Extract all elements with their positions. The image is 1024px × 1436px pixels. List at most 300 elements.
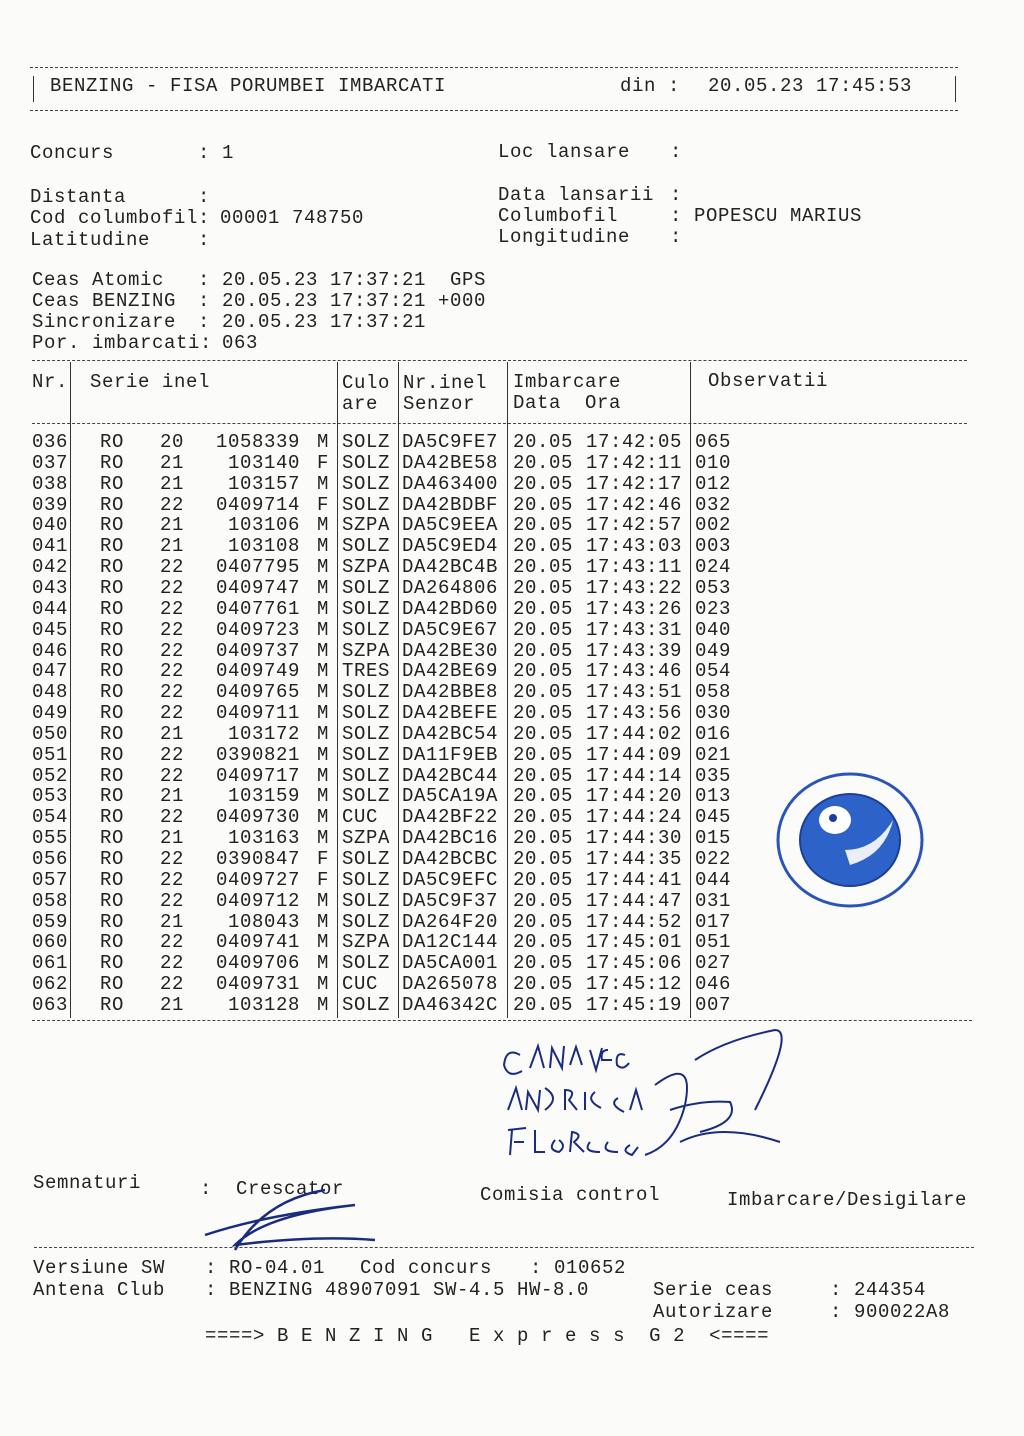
table-row: [0, 828, 760, 848]
row-observatii: 003: [695, 535, 732, 558]
row-year: 22: [160, 639, 185, 662]
row-country: RO: [100, 806, 125, 829]
row-date: 20.05: [513, 639, 574, 662]
row-year: 22: [160, 618, 185, 641]
table-row: [0, 745, 760, 765]
ceas-atomic-label: Ceas Atomic: [32, 269, 165, 291]
row-sex: M: [317, 806, 330, 829]
row-year: 21: [160, 910, 185, 933]
row-observatii: 032: [695, 493, 732, 516]
row-time: 17:43:56: [586, 702, 683, 725]
row-ring: 0390847: [215, 848, 300, 870]
table-row: [0, 557, 760, 577]
row-time: 17:44:35: [586, 848, 683, 870]
row-nr: 046: [32, 639, 69, 662]
row-sensor: DA42BD60: [402, 597, 499, 620]
row-color: SZPA: [342, 514, 391, 537]
sincronizare-value: : 20.05.23 17:37:21: [198, 311, 427, 333]
row-observatii: 040: [695, 618, 732, 641]
row-country: RO: [100, 472, 125, 495]
row-observatii: 027: [695, 952, 732, 975]
row-country: RO: [100, 722, 125, 745]
row-sensor: DA5C9F37: [402, 889, 499, 912]
row-observatii: 021: [695, 743, 732, 766]
row-year: 21: [160, 827, 185, 850]
row-sex: M: [317, 722, 330, 745]
table-row: [0, 870, 760, 890]
table-row: [0, 891, 760, 911]
row-country: RO: [100, 827, 125, 850]
row-nr: 060: [32, 931, 69, 954]
row-date: 20.05: [513, 785, 574, 808]
row-color: SOLZ: [342, 618, 391, 641]
data-lansarii-value: :: [670, 184, 683, 206]
row-country: RO: [100, 535, 125, 558]
row-time: 17:45:01: [586, 931, 683, 954]
row-color: SOLZ: [342, 743, 391, 766]
row-year: 22: [160, 868, 185, 891]
row-time: 17:45:06: [586, 952, 683, 975]
table-row: [0, 953, 760, 973]
row-ring: 0409737: [215, 639, 300, 662]
row-time: 17:42:57: [586, 514, 683, 537]
distanta-label: Distanta: [30, 186, 127, 208]
row-nr: 048: [32, 681, 69, 704]
table-row: [0, 453, 760, 473]
table-row: [0, 786, 760, 806]
row-sensor: DA42BCBC: [402, 848, 499, 870]
versiune-label: Versiune SW: [33, 1257, 166, 1279]
table-row: [0, 641, 760, 661]
row-color: SZPA: [342, 639, 391, 662]
row-sex: F: [317, 451, 330, 474]
antena-value: : BENZING 48907091 SW-4.5 HW-8.0: [205, 1279, 590, 1301]
row-sensor: DA42BE69: [402, 660, 499, 683]
row-sensor: DA42BE30: [402, 639, 499, 662]
row-country: RO: [100, 910, 125, 933]
por-imbarcati-label: Por. imbarcati:: [32, 332, 213, 354]
row-nr: 051: [32, 743, 69, 766]
row-country: RO: [100, 952, 125, 975]
table-row: [0, 703, 760, 723]
row-sensor: DA5C9EEA: [402, 514, 499, 537]
row-sensor: DA5C9E67: [402, 618, 499, 641]
row-ring: 0409723: [215, 618, 300, 641]
autorizare-value: : 900022A8: [830, 1301, 951, 1323]
table-row: [0, 578, 760, 598]
row-year: 22: [160, 681, 185, 704]
row-sensor: DA265078: [402, 973, 499, 996]
row-ring: 0409749: [215, 660, 300, 683]
row-country: RO: [100, 618, 125, 641]
row-color: SOLZ: [342, 681, 391, 704]
row-ring: 0409727: [215, 868, 300, 891]
table-row: [0, 599, 760, 619]
table-row: [0, 620, 760, 640]
por-imbarcati-value: 063: [222, 332, 259, 354]
row-time: 17:43:31: [586, 618, 683, 641]
row-observatii: 054: [695, 660, 732, 683]
row-sex: M: [317, 639, 330, 662]
row-ring: 0409747: [215, 576, 300, 599]
row-sex: M: [317, 889, 330, 912]
row-date: 20.05: [513, 556, 574, 579]
row-nr: 036: [32, 431, 69, 453]
cod-concurs-value: : 010652: [530, 1257, 627, 1279]
row-color: TRES: [342, 660, 391, 683]
row-nr: 041: [32, 535, 69, 558]
row-country: RO: [100, 660, 125, 683]
row-time: 17:43:26: [586, 597, 683, 620]
latitudine-label: Latitudine: [30, 229, 151, 251]
row-ring: 0407761: [215, 597, 300, 620]
breeder-signature: [195, 1180, 415, 1260]
row-ring: 0409706: [215, 952, 300, 975]
row-color: SOLZ: [342, 910, 391, 933]
row-sensor: DA42BC44: [402, 764, 499, 787]
longitudine-value: :: [670, 226, 683, 248]
row-observatii: 058: [695, 681, 732, 704]
row-nr: 056: [32, 848, 69, 870]
row-ring: 0409714: [215, 493, 300, 516]
header-left-bar: [33, 76, 34, 102]
table-row: [0, 661, 760, 681]
row-country: RO: [100, 681, 125, 704]
row-country: RO: [100, 993, 125, 1016]
row-country: RO: [100, 431, 125, 453]
row-time: 17:44:24: [586, 806, 683, 829]
row-year: 22: [160, 889, 185, 912]
row-ring: 0407795: [215, 556, 300, 579]
row-country: RO: [100, 514, 125, 537]
row-sex: M: [317, 472, 330, 495]
header-right-bar: [955, 76, 956, 102]
row-sensor: DA42BC16: [402, 827, 499, 850]
row-time: 17:43:03: [586, 535, 683, 558]
row-sensor: DA11F9EB: [402, 743, 499, 766]
row-year: 21: [160, 451, 185, 474]
row-date: 20.05: [513, 431, 574, 453]
table-row: [0, 849, 760, 869]
row-color: SOLZ: [342, 472, 391, 495]
row-date: 20.05: [513, 973, 574, 996]
row-time: 17:43:11: [586, 556, 683, 579]
row-year: 21: [160, 472, 185, 495]
club-stamp: [775, 770, 925, 910]
row-ring: 103140: [227, 451, 300, 474]
date-label: din :: [620, 75, 681, 97]
ceas-benzing-label: Ceas BENZING: [32, 290, 177, 312]
row-time: 17:45:19: [586, 993, 683, 1016]
row-observatii: 051: [695, 931, 732, 954]
row-sex: M: [317, 993, 330, 1016]
row-year: 22: [160, 973, 185, 996]
loc-lansare-label: Loc lansare: [498, 141, 631, 163]
row-time: 17:42:05: [586, 431, 683, 453]
row-date: 20.05: [513, 576, 574, 599]
header-top-border: [30, 67, 958, 68]
row-date: 20.05: [513, 952, 574, 975]
row-observatii: 023: [695, 597, 732, 620]
row-time: 17:44:30: [586, 827, 683, 850]
row-date: 20.05: [513, 764, 574, 787]
row-nr: 042: [32, 556, 69, 579]
row-date: 20.05: [513, 806, 574, 829]
row-ring: 108043: [227, 910, 300, 933]
row-color: SOLZ: [342, 848, 391, 870]
benzing-express-banner: ====> B E N Z I N G E x p r e s s G 2 <====: [205, 1325, 770, 1347]
row-sex: M: [317, 973, 330, 996]
row-sensor: DA42BBE8: [402, 681, 499, 704]
row-observatii: 031: [695, 889, 732, 912]
row-year: 22: [160, 806, 185, 829]
row-date: 20.05: [513, 848, 574, 870]
row-time: 17:44:02: [586, 722, 683, 745]
row-nr: 057: [32, 868, 69, 891]
row-observatii: 045: [695, 806, 732, 829]
row-year: 22: [160, 848, 185, 870]
row-sex: M: [317, 764, 330, 787]
row-year: 22: [160, 597, 185, 620]
row-nr: 039: [32, 493, 69, 516]
row-sensor: DA42BC4B: [402, 556, 499, 579]
concurs-label: Concurs: [30, 142, 115, 164]
row-color: SOLZ: [342, 785, 391, 808]
row-observatii: 053: [695, 576, 732, 599]
table-row: [0, 515, 760, 535]
row-color: SZPA: [342, 556, 391, 579]
cod-columbofil-value: 00001 748750: [220, 207, 365, 229]
row-nr: 052: [32, 764, 69, 787]
table-row: [0, 766, 760, 786]
row-sex: M: [317, 535, 330, 558]
row-date: 20.05: [513, 493, 574, 516]
row-observatii: 044: [695, 868, 732, 891]
header-serie-inel: Serie inel: [90, 371, 211, 393]
row-color: SOLZ: [342, 451, 391, 474]
cod-columbofil-label: Cod columbofil:: [30, 207, 211, 229]
header-imbarcare: Imbarcare: [513, 371, 622, 393]
row-time: 17:42:46: [586, 493, 683, 516]
row-sensor: DA463400: [402, 472, 499, 495]
row-nr: 062: [32, 973, 69, 996]
row-year: 22: [160, 660, 185, 683]
row-sensor: DA5C9EFC: [402, 868, 499, 891]
row-date: 20.05: [513, 451, 574, 474]
row-time: 17:42:11: [586, 451, 683, 474]
table-row: [0, 432, 760, 452]
table-row: [0, 932, 760, 952]
row-year: 22: [160, 702, 185, 725]
row-ring: 0409765: [215, 681, 300, 704]
row-color: SOLZ: [342, 535, 391, 558]
row-color: SOLZ: [342, 952, 391, 975]
row-sex: M: [317, 660, 330, 683]
row-ring: 103128: [227, 993, 300, 1016]
row-time: 17:44:47: [586, 889, 683, 912]
row-sensor: DA42BDBF: [402, 493, 499, 516]
row-date: 20.05: [513, 535, 574, 558]
row-year: 22: [160, 952, 185, 975]
row-sensor: DA264F20: [402, 910, 499, 933]
latitudine-value: :: [198, 229, 211, 251]
semnaturi-label: Semnaturi: [33, 1172, 142, 1194]
row-sex: M: [317, 952, 330, 975]
row-sensor: DA5CA001: [402, 952, 499, 975]
row-country: RO: [100, 889, 125, 912]
row-country: RO: [100, 639, 125, 662]
table-row: [0, 724, 760, 744]
row-observatii: 016: [695, 722, 732, 745]
header-senzor: Senzor: [403, 393, 476, 415]
row-country: RO: [100, 743, 125, 766]
row-country: RO: [100, 848, 125, 870]
row-color: SOLZ: [342, 597, 391, 620]
row-date: 20.05: [513, 681, 574, 704]
row-sensor: DA264806: [402, 576, 499, 599]
row-time: 17:45:12: [586, 973, 683, 996]
row-observatii: 065: [695, 431, 732, 453]
header-bottom-border: [30, 110, 958, 111]
row-ring: 103159: [227, 785, 300, 808]
header-nr-inel: Nr.inel: [403, 372, 488, 394]
row-time: 17:44:41: [586, 868, 683, 891]
row-country: RO: [100, 597, 125, 620]
row-color: SOLZ: [342, 764, 391, 787]
row-observatii: 024: [695, 556, 732, 579]
row-date: 20.05: [513, 702, 574, 725]
row-date: 20.05: [513, 660, 574, 683]
row-date: 20.05: [513, 910, 574, 933]
row-ring: 0409717: [215, 764, 300, 787]
imbarcare-desigilare-label: Imbarcare/Desigilare: [727, 1189, 968, 1211]
row-date: 20.05: [513, 472, 574, 495]
row-time: 17:43:39: [586, 639, 683, 662]
row-ring: 103108: [227, 535, 300, 558]
footer-divider: [34, 1247, 974, 1248]
row-color: SOLZ: [342, 576, 391, 599]
autorizare-label: Autorizare: [653, 1301, 774, 1323]
row-year: 22: [160, 493, 185, 516]
row-sex: M: [317, 618, 330, 641]
row-nr: 037: [32, 451, 69, 474]
row-nr: 063: [32, 993, 69, 1016]
table-header-border: [32, 423, 967, 424]
row-nr: 053: [32, 785, 69, 808]
semnaturi-value: : Crescator: [200, 1178, 345, 1200]
header-culoare-2: are: [342, 393, 379, 415]
row-color: SOLZ: [342, 868, 391, 891]
document-title: BENZING - FISA PORUMBEI IMBARCATI: [50, 75, 447, 97]
longitudine-label: Longitudine: [498, 226, 631, 248]
distanta-value: :: [198, 186, 211, 208]
row-sensor: DA42BC54: [402, 722, 499, 745]
row-country: RO: [100, 451, 125, 474]
row-ring: 0409730: [215, 806, 300, 829]
row-sex: M: [317, 931, 330, 954]
table-row: [0, 536, 760, 556]
row-color: SOLZ: [342, 702, 391, 725]
row-nr: 038: [32, 472, 69, 495]
row-sensor: DA42BF22: [402, 806, 499, 829]
row-nr: 045: [32, 618, 69, 641]
row-time: 17:43:46: [586, 660, 683, 683]
row-time: 17:43:22: [586, 576, 683, 599]
row-sensor: DA12C144: [402, 931, 499, 954]
row-date: 20.05: [513, 514, 574, 537]
row-sex: F: [317, 848, 330, 870]
row-ring: 0390821: [215, 743, 300, 766]
row-color: SZPA: [342, 931, 391, 954]
row-time: 17:43:51: [586, 681, 683, 704]
row-date: 20.05: [513, 722, 574, 745]
row-sex: M: [317, 514, 330, 537]
columbofil-label: Columbofil: [498, 205, 619, 227]
row-country: RO: [100, 973, 125, 996]
row-ring: 103106: [227, 514, 300, 537]
row-country: RO: [100, 493, 125, 516]
row-nr: 049: [32, 702, 69, 725]
row-ring: 103157: [227, 472, 300, 495]
row-observatii: 013: [695, 785, 732, 808]
row-nr: 055: [32, 827, 69, 850]
row-sensor: DA5C9FE7: [402, 431, 499, 453]
row-ring: 0409712: [215, 889, 300, 912]
row-date: 20.05: [513, 931, 574, 954]
header-data-ora: Data Ora: [513, 392, 622, 414]
row-color: SZPA: [342, 827, 391, 850]
row-observatii: 002: [695, 514, 732, 537]
row-year: 21: [160, 514, 185, 537]
row-sensor: DA46342C: [402, 993, 499, 1016]
table-row: [0, 495, 760, 515]
serie-ceas-label: Serie ceas: [653, 1279, 774, 1301]
row-sensor: DA42BEFE: [402, 702, 499, 725]
row-time: 17:44:20: [586, 785, 683, 808]
row-date: 20.05: [513, 993, 574, 1016]
row-sex: M: [317, 681, 330, 704]
row-ring: 1058339: [215, 431, 300, 453]
row-sex: M: [317, 431, 330, 453]
ceas-benzing-value: : 20.05.23 17:37:21 +000: [198, 290, 487, 312]
row-color: SOLZ: [342, 493, 391, 516]
row-sensor: DA5C9ED4: [402, 535, 499, 558]
row-date: 20.05: [513, 743, 574, 766]
row-sex: M: [317, 743, 330, 766]
row-date: 20.05: [513, 868, 574, 891]
concurs-value: : 1: [198, 142, 235, 164]
row-time: 17:42:17: [586, 472, 683, 495]
row-year: 22: [160, 576, 185, 599]
row-sex: M: [317, 702, 330, 725]
row-sex: M: [317, 597, 330, 620]
row-year: 22: [160, 764, 185, 787]
data-lansarii-label: Data lansarii: [498, 184, 655, 206]
row-ring: 0409711: [215, 702, 300, 725]
row-sex: M: [317, 910, 330, 933]
row-observatii: 022: [695, 848, 732, 870]
table-row: [0, 474, 760, 494]
row-country: RO: [100, 931, 125, 954]
row-nr: 044: [32, 597, 69, 620]
versiune-value: : RO-04.01: [205, 1257, 326, 1279]
row-year: 20: [160, 431, 185, 453]
row-country: RO: [100, 785, 125, 808]
row-sex: M: [317, 556, 330, 579]
row-ring: 0409731: [215, 973, 300, 996]
row-color: SOLZ: [342, 431, 391, 453]
row-country: RO: [100, 702, 125, 725]
